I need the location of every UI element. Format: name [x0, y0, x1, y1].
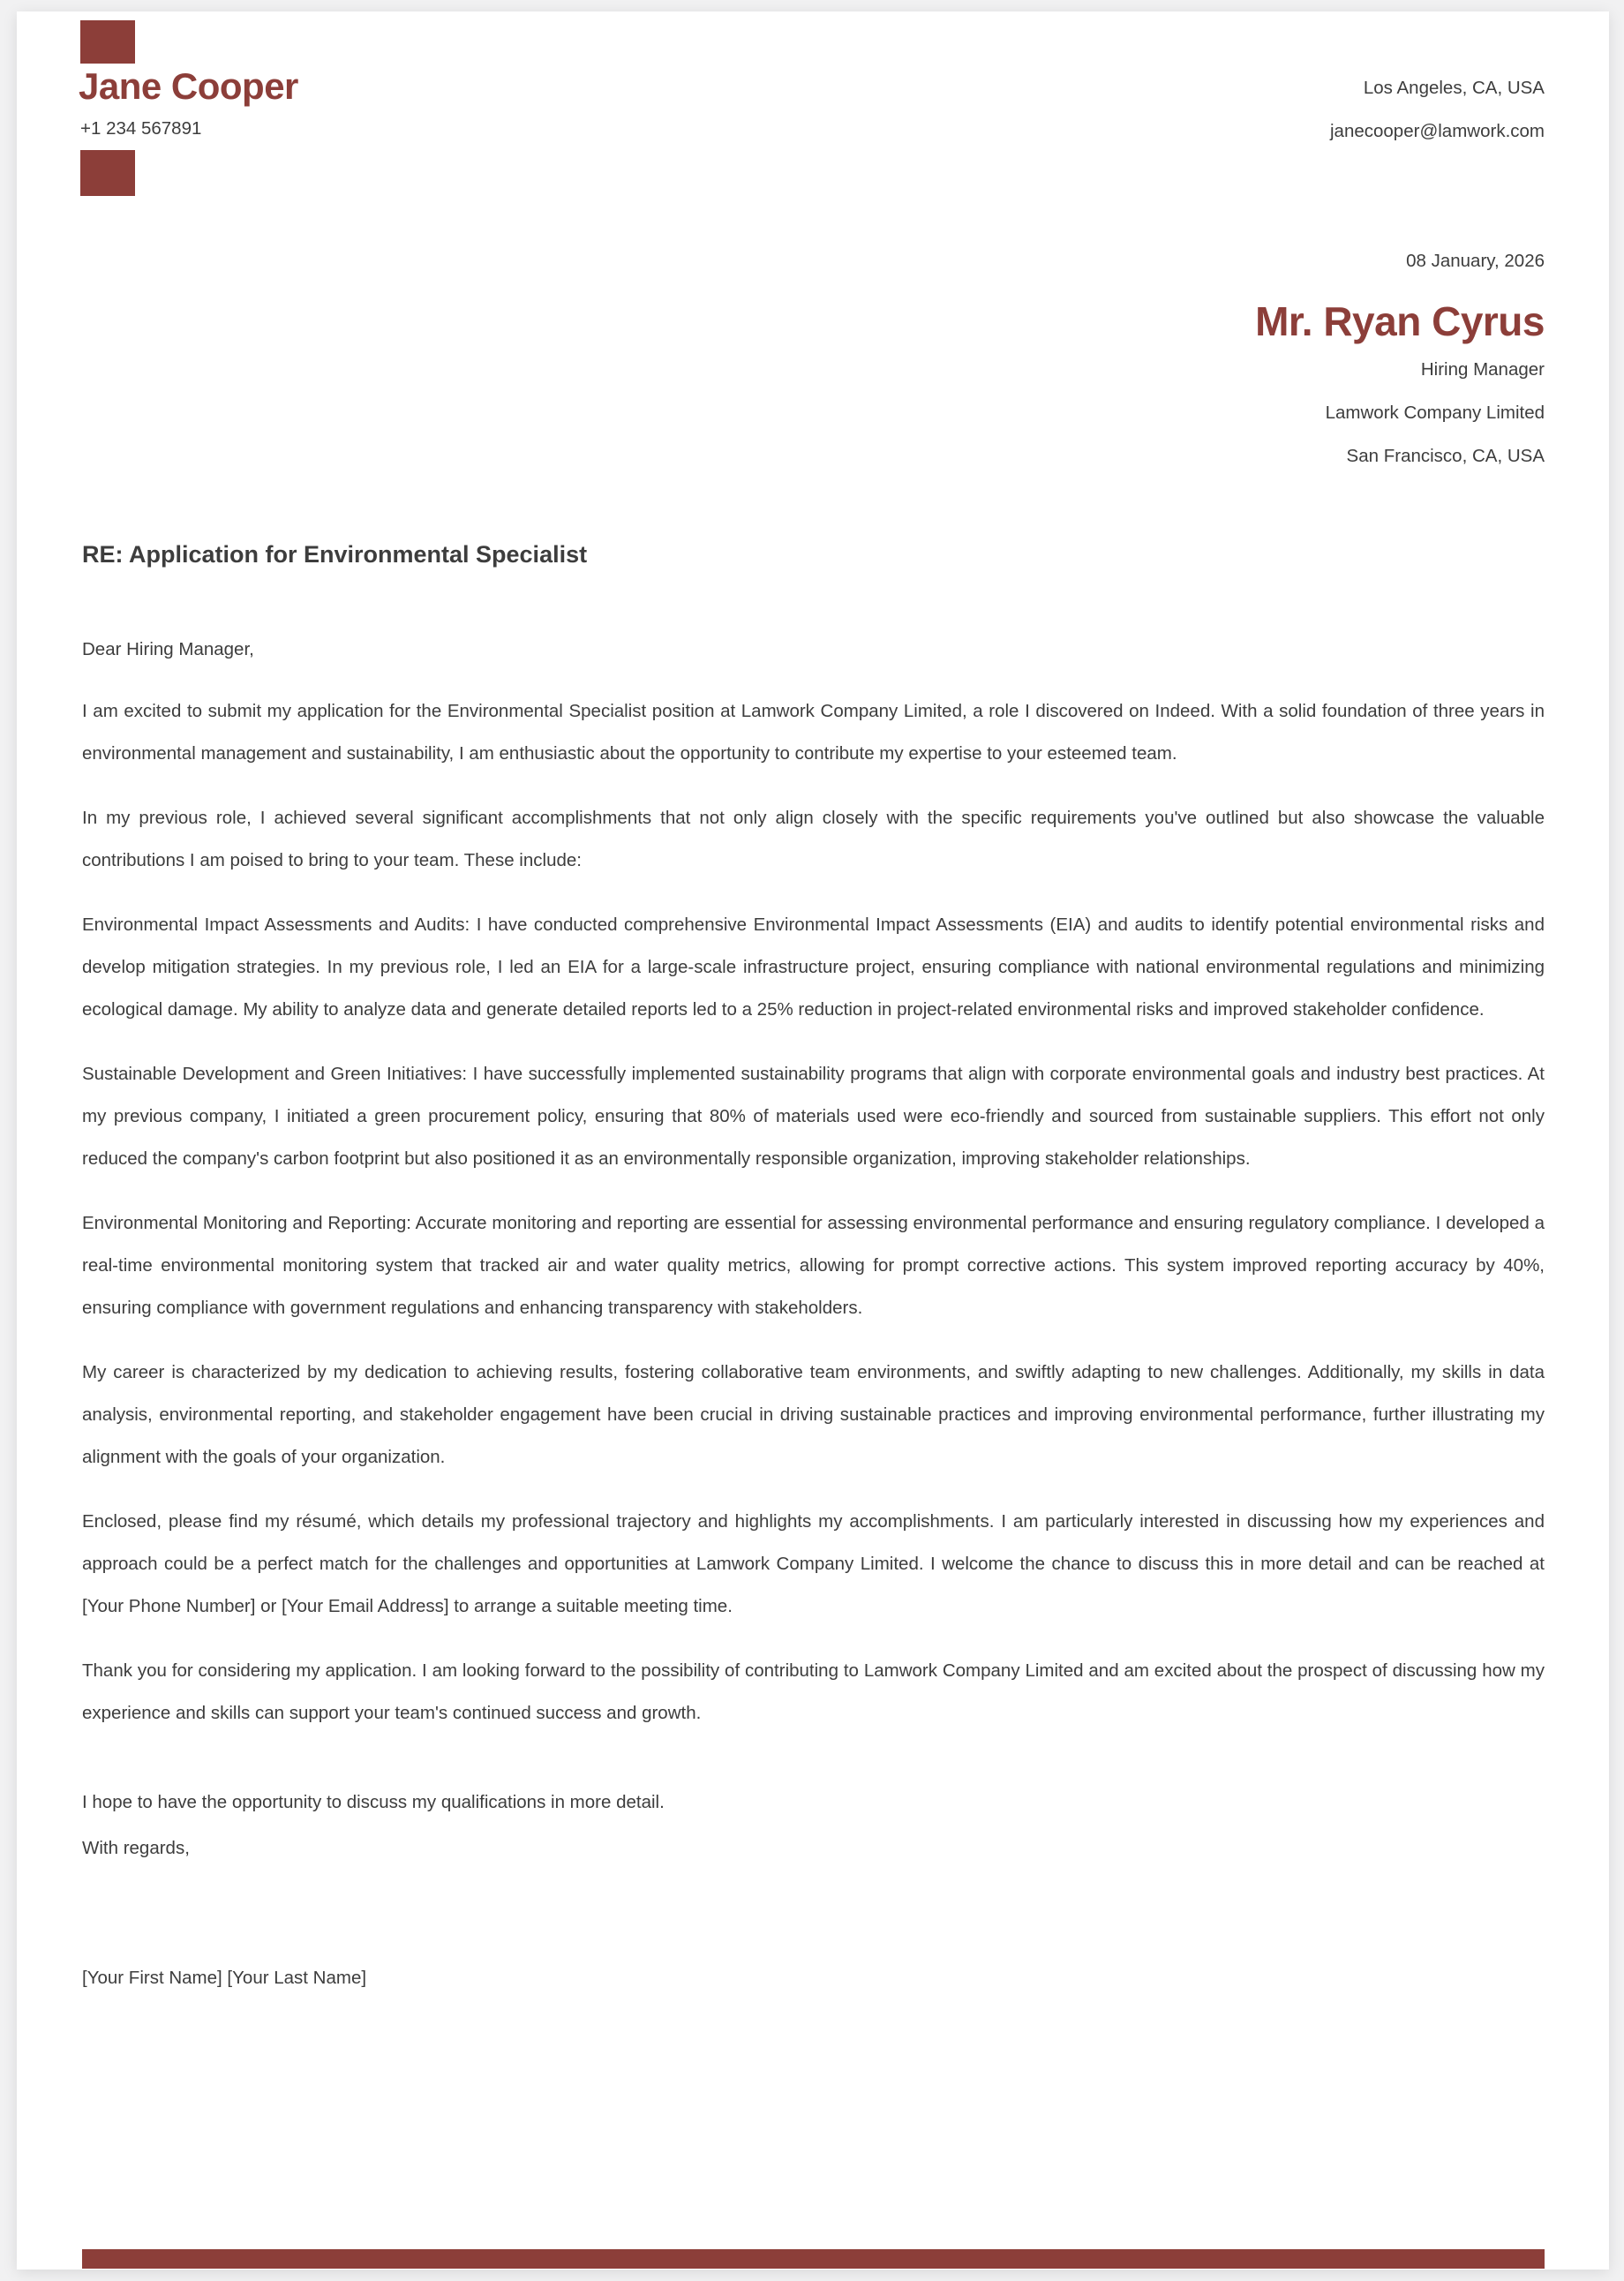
body-paragraph: Thank you for considering my application. I am looking forward to the possibility of contributing to Lamwork Company Limited and am excited about the prospect of discussing how my experience and skills can support your team's continued success and growth.	[82, 1660, 1545, 1723]
sender-contact-block	[1330, 66, 1545, 153]
accent-square-top	[80, 20, 135, 64]
body-paragraph: My career is characterized by my dedication to achieving results, fostering collaborative team environments, and swiftly adapting to new challenges. Additionally, my skills in data analysis, environmental reporting, and stakeholder engagement have been crucial in driving sustainable practices and improving environmental performance, further illustrating my alignment with the goals of your organization.	[82, 1362, 1545, 1467]
recipient-company: Lamwork Company Limited	[1325, 403, 1545, 423]
recipient-location: San Francisco, CA, USA	[1346, 446, 1545, 466]
subject-line: RE: Application for Environmental Specialist	[82, 541, 588, 568]
body-paragraph: Enclosed, please find my résumé, which details my professional trajectory and highlights my accomplishments. I am particularly interested in discussing how my experiences and approach could be a perfect match for the challenges and opportunities at Lamwork Company Limited. I welcome the chance to discuss this in more detail and can be reached at [Your Phone Number] or [Your Email Address] to arrange a suitable meeting time.	[82, 1511, 1545, 1616]
footer-accent-bar	[82, 2249, 1545, 2269]
recipient-title: Hiring Manager	[1420, 359, 1545, 380]
sender-name: Jane Cooper	[79, 65, 298, 107]
body-paragraph: I am excited to submit my application for the Environmental Specialist position at Lamwork Company Limited, a role I discovered on Indeed. With a solid foundation of three years in environmental management and sustainability, I am enthusiastic about the opportunity to contribute my expertise to your esteemed team.	[82, 701, 1545, 764]
letter-body	[82, 538, 1545, 1991]
body-paragraph: In my previous role, I achieved several significant accomplishments that not only align closely with the specific requirements you've outlined but also showcase the valuable contributions I am poised to bring to your team. These include:	[82, 808, 1545, 870]
sender-phone: +1 234 567891	[80, 118, 202, 139]
salutation: Dear Hiring Manager,	[82, 639, 254, 659]
recipient-name: Mr. Ryan Cyrus	[1255, 298, 1545, 344]
closing-salutation: With regards,	[82, 1838, 190, 1858]
closing-line: I hope to have the opportunity to discuss my qualifications in more detail.	[82, 1792, 665, 1812]
body-paragraph: Environmental Monitoring and Reporting: Accurate monitoring and reporting are essential for assessing environmental performance and ensuring regulatory compliance. I developed a real-time environmental monitoring system that tracked air and water quality metrics, allowing for prompt corrective actions. This system improved reporting accuracy by 40%, ensuring compliance with government regulations and enhancing transparency with stakeholders.	[82, 1213, 1545, 1318]
sender-location: Los Angeles, CA, USA	[1363, 78, 1545, 98]
body-paragraph: Sustainable Development and Green Initiatives: I have successfully implemented sustainability programs that align with corporate environmental goals and industry best practices. At my previous company, I initiated a green procurement policy, ensuring that 80% of materials used were eco-friendly and sourced from sustainable suppliers. This effort not only reduced the company's carbon footprint but also positioned it as an environmentally responsible organization, improving stakeholder relationships.	[82, 1064, 1545, 1169]
signature-placeholder: [Your First Name] [Your Last Name]	[82, 1968, 367, 1988]
body-paragraph: Environmental Impact Assessments and Audits: I have conducted comprehensive Environmental Impact Assessments (EIA) and audits to identify potential environmental risks and develop mitigation strategies. In my previous role, I led an EIA for a large-scale infrastructure project, ensuring compliance with national environmental regulations and minimizing ecological damage. My ability to analyze data and generate detailed reports led to a 25% reduction in project-related environmental risks and improved stakeholder confidence.	[82, 915, 1545, 1020]
letter-page	[17, 11, 1609, 2270]
letter-date: 08 January, 2026	[1406, 251, 1545, 271]
recipient-block	[1255, 248, 1545, 478]
sender-email: janecooper@lamwork.com	[1330, 121, 1545, 141]
accent-square-bottom	[80, 150, 135, 196]
